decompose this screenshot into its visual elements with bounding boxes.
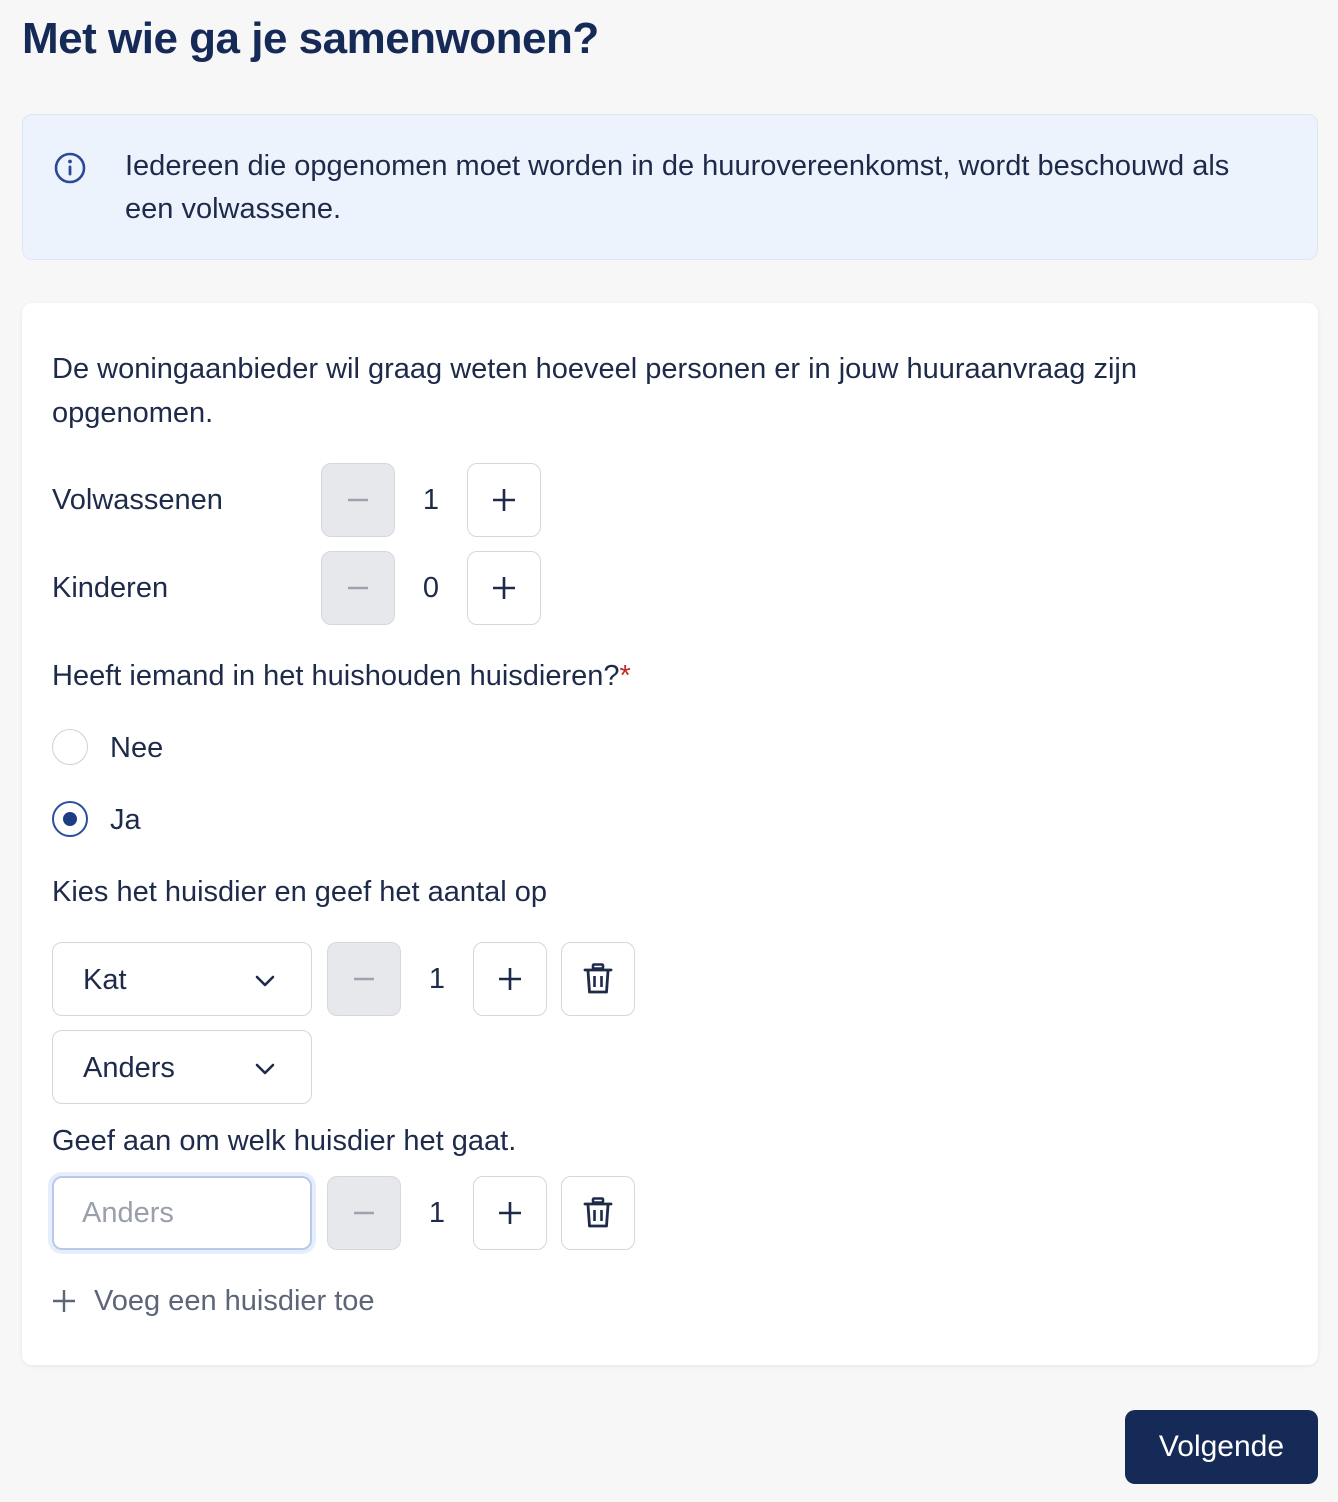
children-count: 0 (422, 572, 440, 604)
radio-nee[interactable] (52, 729, 88, 765)
minus-icon (352, 1201, 376, 1225)
radio-ja[interactable] (52, 801, 88, 837)
children-label: Kinderen (52, 572, 169, 604)
plus-icon (497, 1200, 523, 1226)
minus-icon (346, 576, 370, 600)
other-pet-label: Geef aan om welk huisdier het gaat. (52, 1125, 517, 1157)
minus-icon (352, 967, 376, 991)
pet-delete-button[interactable] (561, 942, 635, 1016)
pet-type-value: Kat (83, 964, 127, 996)
pets-question (52, 656, 631, 696)
radio-ja-label[interactable]: Ja (110, 804, 141, 836)
plus-icon (497, 966, 523, 992)
trash-icon (583, 1197, 613, 1229)
pet-type-select-other[interactable] (52, 1030, 312, 1104)
info-banner (22, 114, 1318, 260)
household-intro: De woningaanbieder wil graag weten hoeveel personen er in jouw huuraanvraag zijn opgenomen. (52, 353, 1137, 429)
other-pet-input[interactable] (52, 1176, 312, 1250)
other-pet-increment-button[interactable] (473, 1176, 547, 1250)
chevron-down-icon (253, 1057, 277, 1081)
add-pet-label: Voeg een huisdier toe (94, 1284, 375, 1317)
radio-nee-label[interactable]: Nee (110, 732, 164, 764)
add-pet-button[interactable] (52, 1278, 375, 1324)
children-decrement-button[interactable] (321, 551, 395, 625)
choose-pet-label: Kies het huisdier en geef het aantal op (52, 876, 547, 908)
plus-icon (52, 1289, 76, 1313)
other-pet-delete-button[interactable] (561, 1176, 635, 1250)
chevron-down-icon (253, 969, 277, 993)
pet-count: 1 (428, 963, 446, 995)
pet-decrement-button[interactable] (327, 942, 401, 1016)
pet-type-value: Anders (83, 1052, 175, 1084)
adults-increment-button[interactable] (467, 463, 541, 537)
children-increment-button[interactable] (467, 551, 541, 625)
info-icon (53, 151, 87, 185)
adults-decrement-button[interactable] (321, 463, 395, 537)
next-button[interactable]: Volgende (1125, 1410, 1318, 1484)
pet-type-select[interactable] (52, 942, 312, 1016)
info-text: Iedereen die opgenomen moet worden in de huurovereenkomst, wordt beschouwd als een volwassene. (125, 150, 1230, 225)
required-marker: * (619, 660, 631, 692)
pets-question-text: Heeft iemand in het huishouden huisdieren? (52, 660, 620, 692)
other-pet-count: 1 (428, 1197, 446, 1229)
other-pet-decrement-button[interactable] (327, 1176, 401, 1250)
plus-icon (491, 575, 517, 601)
adults-count: 1 (422, 484, 440, 516)
trash-icon (583, 963, 613, 995)
pet-increment-button[interactable] (473, 942, 547, 1016)
minus-icon (346, 488, 370, 512)
household-card (22, 303, 1318, 1365)
plus-icon (491, 487, 517, 513)
page-title: Met wie ga je samenwonen? (22, 14, 599, 63)
adults-label: Volwassenen (52, 484, 223, 516)
